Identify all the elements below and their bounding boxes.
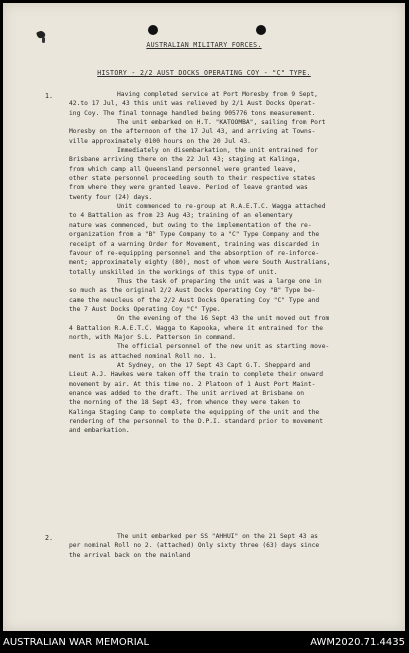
text-line: and embarkation.	[69, 427, 130, 435]
text-line: the morning of the 18 Sept 43, from whence they were taken to	[69, 399, 301, 407]
text-line: from where they were granted leave. Period of leave granted was	[69, 184, 308, 192]
footer-institution: AUSTRALIAN WAR MEMORIAL	[3, 637, 150, 648]
text-line: ment; approximately eighty (80), most of whom were South Australians,	[69, 259, 331, 267]
text-line: The unit embarked per SS "AHHUI" on the 21 Sept 43 as	[117, 533, 318, 540]
document-title: AUSTRALIAN MILITARY FORCES.	[146, 41, 262, 49]
text-line: north, with Major S.L. Patterson in command.	[69, 333, 236, 341]
text-line: the 7 Aust Docks Operating Coy "C" Type.	[69, 305, 221, 313]
text-line: totally unskilled in the workings of this type of unit.	[69, 268, 278, 276]
text-line: Kalinga Staging Camp to complete the equipping of the unit and the	[69, 408, 320, 416]
text-line: came the neucleus of the 2/2 Aust Docks Operating Coy "C" Type and	[69, 296, 320, 304]
text-line: Thus the task of preparing the unit was a large one in	[117, 277, 322, 285]
text-line: twenty four (24) days.	[69, 193, 153, 201]
paragraph-number: 2.	[45, 534, 53, 542]
text-line: ing Coy. The final tonnage handled being 905776 tons measurement.	[69, 109, 316, 117]
footer-accession-number: AWM2020.71.4435	[310, 637, 405, 648]
archive-footer	[0, 631, 409, 653]
text-line: receipt of a warning Order for Movement, training was discarded in	[69, 240, 320, 248]
text-line: Immediately on disembarkation, the unit entrained for	[117, 147, 318, 155]
text-line: On the evening of the 16 Sept 43 the unit moved out from	[117, 315, 330, 323]
text-line: ville approximately 0100 hours on the 20 Jul 43.	[69, 137, 251, 145]
text-line: enance was added to the draft. The unit arrived at Brisbane on	[69, 390, 305, 397]
text-line: 42.to 17 Jul, 43 this unit was relieved by 2/1 Aust Docks Operat-	[69, 100, 316, 108]
text-line: The official personnel of the new unit as starting move-	[117, 343, 330, 351]
text-line: Brisbane arriving there on the 22 Jul 43; staging at Kalinga,	[69, 156, 301, 164]
text-line: the arrival back on the mainland	[69, 551, 191, 559]
text-line: The unit embarked on H.T. "KATOOMBA", sailing from Port	[117, 119, 326, 127]
text-line: so much as the original 2/2 Aust Docks Operating Coy "B" Type be-	[69, 287, 316, 295]
text-line: Unit commenced to re-group at R.A.E.T.C. Wagga attached	[117, 203, 326, 211]
text-line: rendering of the personnel to the D.P.I. standard prior to movement	[69, 418, 324, 426]
text-line: ment is as attached nominal Roll no. 1.	[69, 352, 217, 360]
paragraph-2	[69, 532, 391, 560]
punch-hole	[148, 25, 158, 35]
text-line: nature was commenced, but owing to the implementation of the re-	[69, 221, 312, 229]
text-line: per nominal Roll no 2. (attached) Only sixty three (63) days since	[69, 542, 320, 550]
text-line: movement by air. At this time no. 2 Platoon of 1 Aust Port Maint-	[69, 380, 316, 388]
document-subtitle: HISTORY - 2/2 AUST DOCKS OPERATING COY - "C" TYPE.	[97, 69, 311, 77]
text-line: At Sydney, on the 17 Sept 43 Capt G.T. Sheppard and	[117, 361, 311, 369]
text-line: to 4 Battalion as from 23 Aug 43; training of an elementary	[69, 212, 293, 220]
punch-hole	[256, 25, 266, 35]
text-line: from which camp all Queensland personnel were granted leave,	[69, 165, 297, 173]
paragraph-number: 1.	[45, 92, 53, 100]
text-line: favour of re-equipping personnel and the absorption of re-inforce-	[69, 249, 320, 257]
text-line: Moresby on the afternoon of the 17 Jul 43, and arriving at Towns-	[69, 128, 316, 136]
text-line: organization from a "B" Type Company to a "C" Type Company and the	[69, 231, 320, 239]
text-line: 4 Battalion R.A.E.T.C. Wagga to Kapooka, where it entrained for the	[69, 324, 324, 332]
document-page	[3, 3, 405, 631]
paragraph-1	[69, 90, 391, 436]
text-line: Having completed service at Port Moresby from 9 Sept,	[117, 91, 318, 98]
text-line: Lieut A.J. Hawkes were taken off the train to complete their onward	[69, 371, 324, 379]
text-line: other state personnel proceeding south to their respective states	[69, 175, 316, 183]
